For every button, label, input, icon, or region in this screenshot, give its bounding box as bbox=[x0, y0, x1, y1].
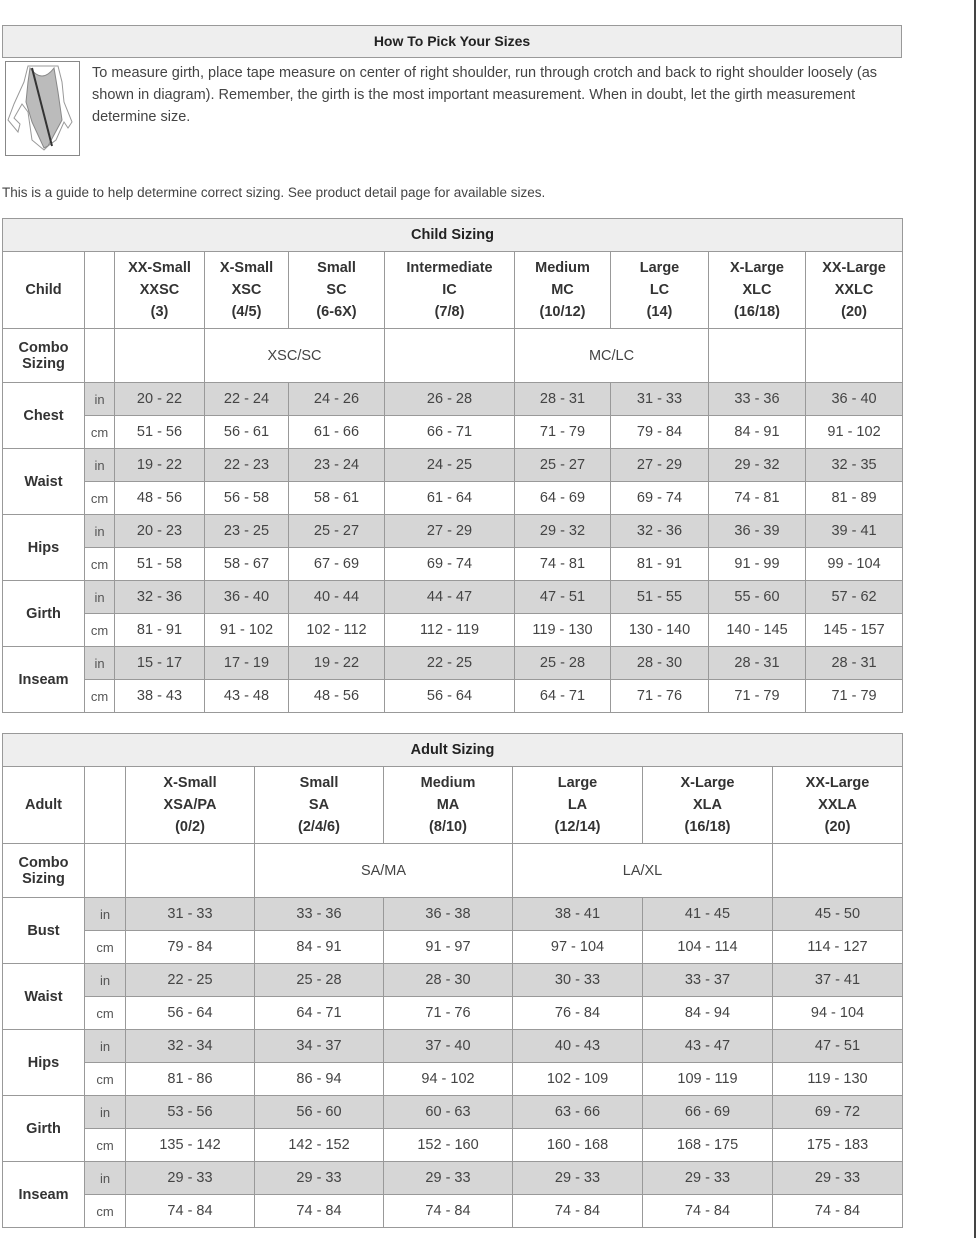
measurement-value: 38 - 43 bbox=[115, 680, 205, 713]
measurement-value: 28 - 30 bbox=[611, 647, 709, 680]
measurement-value: 36 - 38 bbox=[384, 898, 513, 931]
measurement-value: 28 - 30 bbox=[384, 964, 513, 997]
measurement-value: 19 - 22 bbox=[115, 449, 205, 482]
measurement-value: 22 - 25 bbox=[126, 964, 255, 997]
measurement-value: 102 - 109 bbox=[513, 1063, 643, 1096]
size-header-line: XSA/PA bbox=[163, 797, 217, 813]
measurement-value: 91 - 99 bbox=[709, 548, 806, 581]
window-edge bbox=[974, 0, 976, 1238]
combo-cell bbox=[115, 329, 205, 383]
measurement-value: 84 - 91 bbox=[255, 931, 384, 964]
measurement-value: 48 - 56 bbox=[289, 680, 385, 713]
measurement-value: 36 - 39 bbox=[709, 515, 806, 548]
measurement-value: 67 - 69 bbox=[289, 548, 385, 581]
size-header-line: XXLA bbox=[818, 797, 857, 813]
size-header-line: (6-6X) bbox=[316, 304, 357, 320]
measurement-value: 74 - 84 bbox=[773, 1195, 903, 1228]
child-sizing-table bbox=[2, 218, 903, 713]
measurement-value: 33 - 37 bbox=[643, 964, 773, 997]
measurement-value: 130 - 140 bbox=[611, 614, 709, 647]
measurement-value: 74 - 84 bbox=[126, 1195, 255, 1228]
measurement-label: Girth bbox=[3, 1096, 85, 1162]
unit-label: in bbox=[85, 449, 115, 482]
measurement-value: 84 - 91 bbox=[709, 416, 806, 449]
size-header bbox=[611, 252, 709, 329]
measurement-value: 29 - 33 bbox=[513, 1162, 643, 1195]
unit-label: cm bbox=[85, 1195, 126, 1228]
measurement-row-in bbox=[3, 898, 903, 931]
unit-label: cm bbox=[85, 614, 115, 647]
unit-label: in bbox=[85, 581, 115, 614]
size-header-line: MC bbox=[551, 282, 574, 298]
measurement-value: 69 - 74 bbox=[611, 482, 709, 515]
unit-label: in bbox=[85, 383, 115, 416]
unit-label: cm bbox=[85, 482, 115, 515]
unit-label: in bbox=[85, 647, 115, 680]
unit-label: in bbox=[85, 964, 126, 997]
measurement-value: 71 - 76 bbox=[384, 997, 513, 1030]
measurement-value: 74 - 81 bbox=[709, 482, 806, 515]
size-header-row bbox=[3, 767, 903, 844]
measurement-value: 74 - 84 bbox=[513, 1195, 643, 1228]
measurement-value: 81 - 91 bbox=[115, 614, 205, 647]
corner-label: Adult bbox=[3, 767, 85, 844]
unit-label: in bbox=[85, 1096, 126, 1129]
measurement-value: 61 - 66 bbox=[289, 416, 385, 449]
measurement-value: 37 - 40 bbox=[384, 1030, 513, 1063]
measurement-value: 32 - 36 bbox=[115, 581, 205, 614]
measurement-value: 104 - 114 bbox=[643, 931, 773, 964]
measurement-value: 64 - 69 bbox=[515, 482, 611, 515]
measurement-value: 74 - 84 bbox=[643, 1195, 773, 1228]
measurement-value: 29 - 33 bbox=[255, 1162, 384, 1195]
size-header-line: Intermediate bbox=[406, 260, 493, 276]
measurement-value: 24 - 26 bbox=[289, 383, 385, 416]
table-title: Child Sizing bbox=[3, 219, 903, 252]
measurement-value: 69 - 72 bbox=[773, 1096, 903, 1129]
size-header-line: Small bbox=[299, 775, 339, 791]
measurement-value: 27 - 29 bbox=[611, 449, 709, 482]
measurement-value: 19 - 22 bbox=[289, 647, 385, 680]
measurement-value: 25 - 27 bbox=[289, 515, 385, 548]
measurement-value: 109 - 119 bbox=[643, 1063, 773, 1096]
measurement-label: Waist bbox=[3, 964, 85, 1030]
table-title: Adult Sizing bbox=[3, 734, 903, 767]
measurement-value: 74 - 81 bbox=[515, 548, 611, 581]
page-title: How To Pick Your Sizes bbox=[2, 25, 902, 58]
measurement-value: 47 - 51 bbox=[773, 1030, 903, 1063]
measurement-value: 29 - 33 bbox=[773, 1162, 903, 1195]
measurement-value: 32 - 34 bbox=[126, 1030, 255, 1063]
size-header-line: MA bbox=[436, 797, 460, 813]
size-header-line: XX-Large bbox=[805, 775, 870, 791]
unit-label: in bbox=[85, 1162, 126, 1195]
measurement-value: 20 - 23 bbox=[115, 515, 205, 548]
measurement-value: 57 - 62 bbox=[806, 581, 903, 614]
measurement-value: 60 - 63 bbox=[384, 1096, 513, 1129]
size-header bbox=[773, 767, 903, 844]
measurement-value: 31 - 33 bbox=[611, 383, 709, 416]
unit-label: in bbox=[85, 515, 115, 548]
table-title-row bbox=[3, 734, 903, 767]
measurement-value: 45 - 50 bbox=[773, 898, 903, 931]
guide-text: This is a guide to help determine correct sizing. See product detail page for available sizes. bbox=[2, 185, 546, 200]
size-header-line: (14) bbox=[646, 304, 673, 320]
combo-cell bbox=[773, 844, 903, 898]
size-header-line: SA bbox=[308, 797, 330, 813]
unit-label: cm bbox=[85, 416, 115, 449]
measurement-value: 41 - 45 bbox=[643, 898, 773, 931]
unit-label: in bbox=[85, 1030, 126, 1063]
measurement-value: 71 - 79 bbox=[709, 680, 806, 713]
measurement-value: 32 - 35 bbox=[806, 449, 903, 482]
combo-label: Combo Sizing bbox=[3, 329, 85, 383]
measurement-value: 29 - 33 bbox=[126, 1162, 255, 1195]
measurement-value: 32 - 36 bbox=[611, 515, 709, 548]
size-header-line: Medium bbox=[535, 260, 590, 276]
measurement-row-in bbox=[3, 964, 903, 997]
measurement-value: 99 - 104 bbox=[806, 548, 903, 581]
size-header-line: (10/12) bbox=[539, 304, 586, 320]
measurement-row-in bbox=[3, 1162, 903, 1195]
measurement-label: Inseam bbox=[3, 1162, 85, 1228]
measurement-value: 61 - 64 bbox=[385, 482, 515, 515]
adult-sizing-table bbox=[2, 733, 903, 1228]
combo-cell: LA/XL bbox=[513, 844, 773, 898]
size-header-line: Large bbox=[639, 260, 680, 276]
size-header-line: (16/18) bbox=[734, 304, 780, 320]
measurement-value: 51 - 55 bbox=[611, 581, 709, 614]
measurement-row-in bbox=[3, 515, 903, 548]
size-header bbox=[255, 767, 384, 844]
measurement-row-cm bbox=[3, 1063, 903, 1096]
measurement-value: 175 - 183 bbox=[773, 1129, 903, 1162]
measurement-value: 43 - 48 bbox=[205, 680, 289, 713]
measurement-value: 81 - 91 bbox=[611, 548, 709, 581]
size-header bbox=[205, 252, 289, 329]
measurement-value: 119 - 130 bbox=[773, 1063, 903, 1096]
measurement-row-cm bbox=[3, 548, 903, 581]
measurement-value: 94 - 102 bbox=[384, 1063, 513, 1096]
size-header-line: (0/2) bbox=[175, 819, 205, 835]
size-header-line: X-Small bbox=[219, 260, 274, 276]
measurement-value: 22 - 23 bbox=[205, 449, 289, 482]
measurement-value: 40 - 44 bbox=[289, 581, 385, 614]
measurement-value: 145 - 157 bbox=[806, 614, 903, 647]
measurement-value: 37 - 41 bbox=[773, 964, 903, 997]
measurement-value: 31 - 33 bbox=[126, 898, 255, 931]
size-header-line: (12/14) bbox=[554, 819, 601, 835]
measurement-value: 23 - 25 bbox=[205, 515, 289, 548]
measurement-value: 66 - 71 bbox=[385, 416, 515, 449]
size-header-line: Small bbox=[317, 260, 356, 276]
measurement-value: 160 - 168 bbox=[513, 1129, 643, 1162]
measurement-row-in bbox=[3, 647, 903, 680]
measurement-value: 33 - 36 bbox=[709, 383, 806, 416]
size-header-line: LC bbox=[649, 282, 670, 298]
measurement-value: 29 - 33 bbox=[384, 1162, 513, 1195]
measurement-value: 22 - 25 bbox=[385, 647, 515, 680]
size-header-line: X-Small bbox=[163, 775, 217, 791]
size-header-line: (7/8) bbox=[434, 304, 465, 320]
measurement-row-cm bbox=[3, 1129, 903, 1162]
measurement-value: 84 - 94 bbox=[643, 997, 773, 1030]
combo-cell: MC/LC bbox=[515, 329, 709, 383]
size-header bbox=[513, 767, 643, 844]
measurement-value: 48 - 56 bbox=[115, 482, 205, 515]
measurement-value: 39 - 41 bbox=[806, 515, 903, 548]
measurement-value: 40 - 43 bbox=[513, 1030, 643, 1063]
unit-label: cm bbox=[85, 931, 126, 964]
measurement-value: 91 - 102 bbox=[205, 614, 289, 647]
measurement-value: 43 - 47 bbox=[643, 1030, 773, 1063]
measurement-value: 23 - 24 bbox=[289, 449, 385, 482]
measurement-value: 64 - 71 bbox=[255, 997, 384, 1030]
size-header-line: Medium bbox=[420, 775, 476, 791]
combo-label: Combo Sizing bbox=[3, 844, 85, 898]
measurement-value: 55 - 60 bbox=[709, 581, 806, 614]
measurement-value: 69 - 74 bbox=[385, 548, 515, 581]
combo-cell bbox=[385, 329, 515, 383]
measurement-value: 29 - 32 bbox=[515, 515, 611, 548]
size-header bbox=[515, 252, 611, 329]
measurement-value: 119 - 130 bbox=[515, 614, 611, 647]
size-header-row bbox=[3, 252, 903, 329]
measurement-value: 28 - 31 bbox=[515, 383, 611, 416]
measurement-value: 135 - 142 bbox=[126, 1129, 255, 1162]
measurement-value: 66 - 69 bbox=[643, 1096, 773, 1129]
size-header bbox=[115, 252, 205, 329]
measurement-value: 91 - 97 bbox=[384, 931, 513, 964]
measurement-value: 94 - 104 bbox=[773, 997, 903, 1030]
measurement-value: 15 - 17 bbox=[115, 647, 205, 680]
measurement-value: 53 - 56 bbox=[126, 1096, 255, 1129]
measurement-value: 152 - 160 bbox=[384, 1129, 513, 1162]
size-header-line: X-Large bbox=[680, 775, 735, 791]
measurement-value: 24 - 25 bbox=[385, 449, 515, 482]
size-header-line: XXSC bbox=[139, 282, 180, 298]
measurement-value: 56 - 61 bbox=[205, 416, 289, 449]
measurement-row-in bbox=[3, 1030, 903, 1063]
size-header-line: XSC bbox=[231, 282, 262, 298]
measurement-value: 71 - 79 bbox=[515, 416, 611, 449]
measurement-value: 36 - 40 bbox=[806, 383, 903, 416]
combo-cell: SA/MA bbox=[255, 844, 513, 898]
measurement-value: 142 - 152 bbox=[255, 1129, 384, 1162]
size-header-line: SC bbox=[326, 282, 347, 298]
measurement-row-in bbox=[3, 1096, 903, 1129]
size-header-line: XXLC bbox=[834, 282, 874, 298]
measurement-value: 86 - 94 bbox=[255, 1063, 384, 1096]
size-header-line: XX-Small bbox=[128, 260, 191, 276]
unit-cell bbox=[85, 329, 115, 383]
measurement-value: 81 - 89 bbox=[806, 482, 903, 515]
girth-diagram-image bbox=[5, 61, 80, 156]
size-header bbox=[126, 767, 255, 844]
measurement-value: 25 - 27 bbox=[515, 449, 611, 482]
measurement-value: 71 - 76 bbox=[611, 680, 709, 713]
measurement-value: 76 - 84 bbox=[513, 997, 643, 1030]
measurement-row-cm bbox=[3, 614, 903, 647]
measurement-value: 81 - 86 bbox=[126, 1063, 255, 1096]
size-header-line: (20) bbox=[841, 304, 867, 320]
table-title-row bbox=[3, 219, 903, 252]
measurement-row-in bbox=[3, 449, 903, 482]
measurement-value: 34 - 37 bbox=[255, 1030, 384, 1063]
unit-label: cm bbox=[85, 1129, 126, 1162]
measurement-value: 25 - 28 bbox=[515, 647, 611, 680]
measurement-row-cm bbox=[3, 997, 903, 1030]
measurement-value: 74 - 84 bbox=[255, 1195, 384, 1228]
combo-cell bbox=[806, 329, 903, 383]
measurement-value: 74 - 84 bbox=[384, 1195, 513, 1228]
measurement-value: 36 - 40 bbox=[205, 581, 289, 614]
measurement-value: 27 - 29 bbox=[385, 515, 515, 548]
measurement-value: 29 - 33 bbox=[643, 1162, 773, 1195]
combo-cell bbox=[126, 844, 255, 898]
measurement-value: 51 - 58 bbox=[115, 548, 205, 581]
measurement-row-cm bbox=[3, 931, 903, 964]
unit-cell bbox=[85, 844, 126, 898]
size-header bbox=[384, 767, 513, 844]
measurement-value: 26 - 28 bbox=[385, 383, 515, 416]
measurement-value: 58 - 67 bbox=[205, 548, 289, 581]
size-header-line: (2/4/6) bbox=[298, 819, 340, 835]
measurement-value: 28 - 31 bbox=[806, 647, 903, 680]
measurement-label: Inseam bbox=[3, 647, 85, 713]
size-header-line: LA bbox=[567, 797, 588, 813]
measurement-label: Hips bbox=[3, 515, 85, 581]
measurement-value: 25 - 28 bbox=[255, 964, 384, 997]
size-header-line: (4/5) bbox=[231, 304, 262, 320]
size-header-line: XX-Large bbox=[822, 260, 886, 276]
measurement-value: 56 - 58 bbox=[205, 482, 289, 515]
measurement-value: 91 - 102 bbox=[806, 416, 903, 449]
size-header-line: (3) bbox=[150, 304, 169, 320]
measurement-value: 30 - 33 bbox=[513, 964, 643, 997]
measurement-value: 56 - 64 bbox=[385, 680, 515, 713]
unit-header bbox=[85, 767, 126, 844]
size-header-line: (8/10) bbox=[429, 819, 467, 835]
measurement-value: 47 - 51 bbox=[515, 581, 611, 614]
unit-label: cm bbox=[85, 680, 115, 713]
size-header-line: XLA bbox=[693, 797, 722, 813]
combo-cell: XSC/SC bbox=[205, 329, 385, 383]
size-header bbox=[385, 252, 515, 329]
measurement-label: Hips bbox=[3, 1030, 85, 1096]
size-header bbox=[643, 767, 773, 844]
measurement-value: 97 - 104 bbox=[513, 931, 643, 964]
measurement-value: 56 - 64 bbox=[126, 997, 255, 1030]
measurement-value: 64 - 71 bbox=[515, 680, 611, 713]
size-header-line: XLC bbox=[742, 282, 772, 298]
combo-row bbox=[3, 844, 903, 898]
measurement-row-cm bbox=[3, 482, 903, 515]
size-header-line: X-Large bbox=[730, 260, 784, 276]
measurement-value: 28 - 31 bbox=[709, 647, 806, 680]
corner-label: Child bbox=[3, 252, 85, 329]
combo-row bbox=[3, 329, 903, 383]
unit-header bbox=[85, 252, 115, 329]
measurement-value: 33 - 36 bbox=[255, 898, 384, 931]
measurement-value: 140 - 145 bbox=[709, 614, 806, 647]
measurement-label: Girth bbox=[3, 581, 85, 647]
measurement-label: Chest bbox=[3, 383, 85, 449]
measurement-row-in bbox=[3, 383, 903, 416]
measurement-value: 58 - 61 bbox=[289, 482, 385, 515]
measurement-value: 38 - 41 bbox=[513, 898, 643, 931]
measurement-label: Waist bbox=[3, 449, 85, 515]
measurement-value: 56 - 60 bbox=[255, 1096, 384, 1129]
size-header-line: IC bbox=[442, 282, 457, 298]
unit-label: in bbox=[85, 898, 126, 931]
measurement-value: 79 - 84 bbox=[126, 931, 255, 964]
measurement-row-in bbox=[3, 581, 903, 614]
measurement-value: 102 - 112 bbox=[289, 614, 385, 647]
measurement-label: Bust bbox=[3, 898, 85, 964]
size-header bbox=[289, 252, 385, 329]
measurement-value: 79 - 84 bbox=[611, 416, 709, 449]
measurement-row-cm bbox=[3, 416, 903, 449]
measurement-value: 112 - 119 bbox=[385, 614, 515, 647]
measurement-value: 71 - 79 bbox=[806, 680, 903, 713]
size-header bbox=[709, 252, 806, 329]
size-header bbox=[806, 252, 903, 329]
measurement-value: 51 - 56 bbox=[115, 416, 205, 449]
measurement-value: 20 - 22 bbox=[115, 383, 205, 416]
size-header-line: (20) bbox=[824, 819, 851, 835]
measurement-value: 22 - 24 bbox=[205, 383, 289, 416]
size-header-line: (16/18) bbox=[684, 819, 731, 835]
unit-label: cm bbox=[85, 1063, 126, 1096]
measurement-row-cm bbox=[3, 1195, 903, 1228]
measurement-row-cm bbox=[3, 680, 903, 713]
measurement-value: 168 - 175 bbox=[643, 1129, 773, 1162]
combo-cell bbox=[709, 329, 806, 383]
size-header-line: Large bbox=[557, 775, 598, 791]
intro-text: To measure girth, place tape measure on center of right shoulder, run through crotch and back to right shoulder loosely (as shown in diagram). Remember, the girth is the most important measurement. When in doubt, let the girth measurement determine size. bbox=[92, 65, 878, 125]
measurement-value: 17 - 19 bbox=[205, 647, 289, 680]
unit-label: cm bbox=[85, 997, 126, 1030]
measurement-value: 63 - 66 bbox=[513, 1096, 643, 1129]
measurement-value: 114 - 127 bbox=[773, 931, 903, 964]
measurement-value: 29 - 32 bbox=[709, 449, 806, 482]
unit-label: cm bbox=[85, 548, 115, 581]
measurement-value: 44 - 47 bbox=[385, 581, 515, 614]
